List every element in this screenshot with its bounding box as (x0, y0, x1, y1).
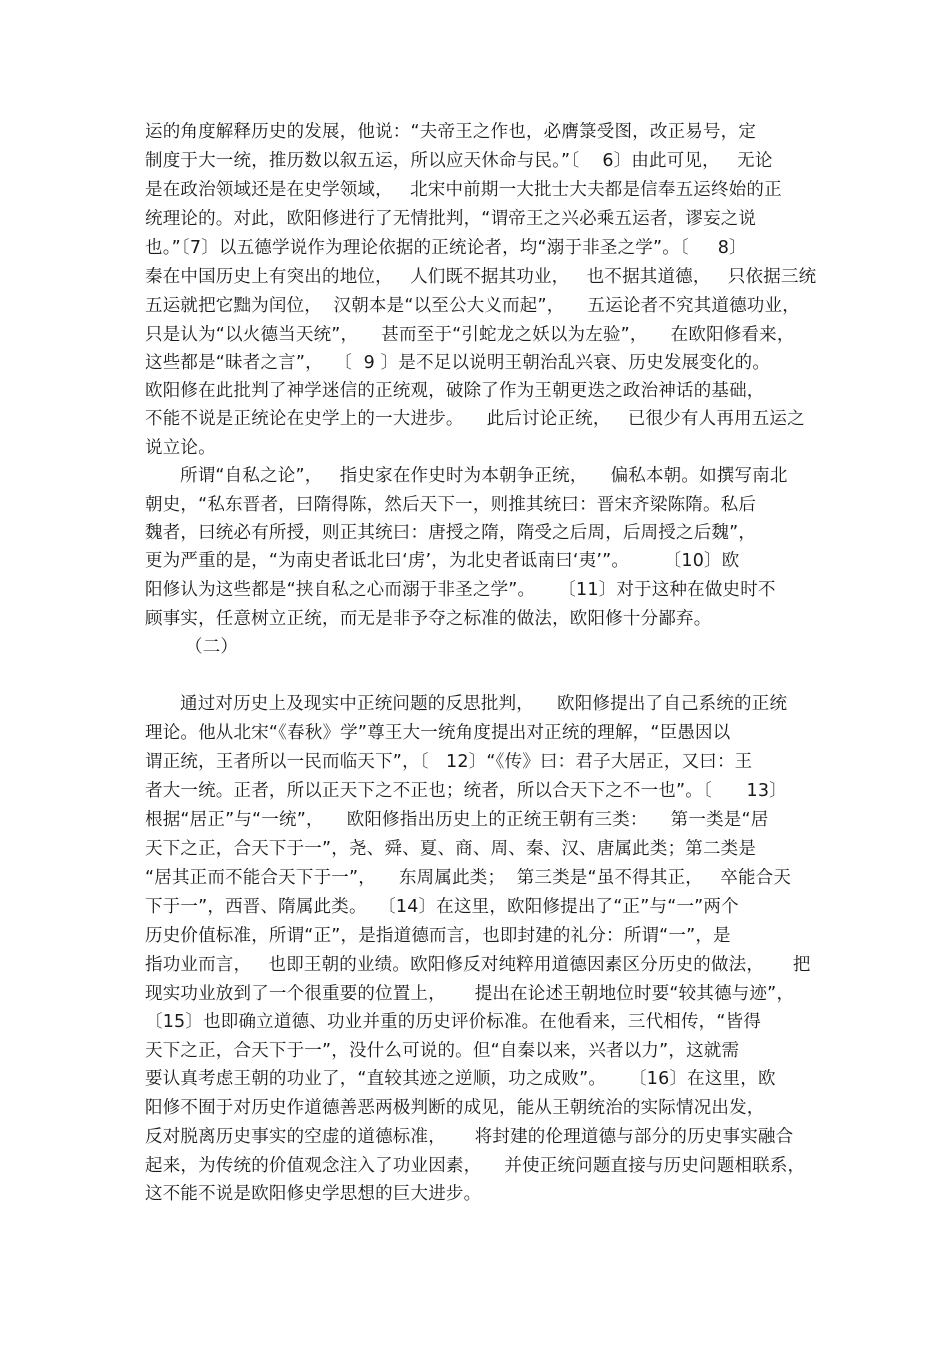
text-line: 朝史，“私东晋者，曰隋得陈，然后天下一，则推其统曰：晋宋齐梁陈隋。私后 (145, 495, 757, 515)
text-line: 天下之正，合天下于一”，尧、舜、夏、商、周、秦、汉、唐属此类；第二类是 (145, 839, 757, 859)
text-line: 说立论。 (145, 438, 216, 458)
text-line: 更为严重的是，“为南史者诋北曰‘虏’，为北史者诋南曰‘夷’”。 〔10〕欧 (145, 551, 740, 571)
text-line: 现实功业放到了一个很重要的位置上， 提出在论述王朝地位时要“较其德与迹”， (145, 984, 795, 1004)
text-line: 阳修不囿于对历史作道德善恶两极判断的成见，能从王朝统治的实际情况出发， (145, 1098, 765, 1118)
text-line: 这些都是“昧者之言”， 〔 9 〕是不足以说明王朝治乱兴衰、历史发展变化的。 (145, 353, 771, 373)
text-line: 运的角度解释历史的发展，他说：“夫帝王之作也，必膺箓受图，改正易号，定 (145, 122, 757, 142)
text-line: 谓正统，王者所以一民而临天下”，〔 12〕“《传》曰：君子大居正，又曰：王 (145, 752, 753, 772)
text-line: 也。”〔7〕以五德学说作为理论依据的正统论者，均“溺于非圣之学”。〔 8〕 (145, 238, 747, 258)
text-line: 〔15〕也即确立道德、功业并重的历史评价标准。在他看来，三代相传，“皆得 (145, 1012, 762, 1032)
text-line: 下于一”，西晋、隋属此类。 〔14〕在这里，欧阳修提出了“正”与“一”两个 (145, 897, 739, 917)
text-line: 指功业而言， 也即王朝的业绩。欧阳修反对纯粹用道德因素区分历史的做法， 把 (145, 955, 811, 975)
text-line: 反对脱离历史事实的空虚的道德标准， 将封建的伦理道德与部分的历史事实融合 (145, 1127, 794, 1147)
text-line: 这不能不说是欧阳修史学思想的巨大进步。 (145, 1184, 482, 1204)
text-line: 制度于大一统，推历数以叙五运，所以应天休命与民。”〔 6〕由此可见， 无论 (145, 151, 773, 171)
section-heading: （二） (185, 637, 239, 657)
text-line: 历史价值标准，所谓“正”，是指道德而言，也即封建的礼分：所谓“一”，是 (145, 926, 731, 946)
text-line: 者大一统。正者，所以正天下之不正也；统者，所以合天下之不一也”。〔 13〕 (145, 781, 787, 801)
text-line: 所谓“自私之论”， 指史家在作史时为本朝争正统， 偏私本朝。如撰写南北 (180, 466, 788, 486)
text-line: 通过对历史上及现实中正统问题的反思批判， 欧阳修提出了自己系统的正统 (180, 694, 788, 714)
text-line: 是在政治领域还是在史学领域， 北宋中前期一大批士大夫都是信奉五运终始的正 (145, 180, 782, 200)
text-line: 要认真考虑王朝的功业了，“直较其迹之逆顺，功之成败”。 〔16〕在这里，欧 (145, 1069, 776, 1089)
text-line: 天下之正，合天下于一”，没什么可说的。但“自秦以来，兴者以力”，这就需 (145, 1041, 740, 1061)
text-line: 根据“居正”与“一统”， 欧阳修指出历史上的正统王朝有三类： 第一类是“居 (145, 810, 769, 830)
text-line: 五运就把它黜为闰位， 汉朝本是“以至公大义而起”， 五运论者不究其道德功业， (145, 296, 800, 316)
text-line: “居其正而不能合天下于一”， 东周属此类； 第三类是“虽不得其正， 卒能合天 (145, 868, 792, 888)
text-line: 顾事实，任意树立正统，而无是非予夺之标准的做法，欧阳修十分鄙弃。 (145, 609, 712, 629)
text-line: 起来，为传统的价值观念注入了功业因素， 并使正统问题直接与历史问题相联系， (145, 1156, 806, 1176)
text-line: 秦在中国历史上有突出的地位， 人们既不据其功业， 也不据其道德， 只依据三统 (145, 267, 817, 287)
text-line: 欧阳修在此批判了神学迷信的正统观，破除了作为王朝更迭之政治神话的基础， (145, 381, 765, 401)
text-line: 统理论的。对此，欧阳修进行了无情批判，“谓帝王之兴必乘五运者，谬妄之说 (145, 209, 757, 229)
text-line: 不能不说是正统论在史学上的一大进步。 此后讨论正统， 已很少有人再用五运之 (145, 409, 805, 429)
text-line: 阳修认为这些都是“挟自私之心而溺于非圣之学”。 〔11〕对于这种在做史时不 (145, 580, 776, 600)
text-line: 只是认为“以火德当天统”， 甚而至于“引蛇龙之妖以为左验”， 在欧阳修看来， (145, 325, 795, 345)
text-line: 理论。他从北宋“《春秋》学”尊王大一统角度提出对正统的理解，“臣愚因以 (145, 723, 731, 743)
text-line: 魏者，曰统必有所授，则正其统曰：唐授之隋，隋受之后周，后周授之后魏”， (145, 523, 757, 543)
